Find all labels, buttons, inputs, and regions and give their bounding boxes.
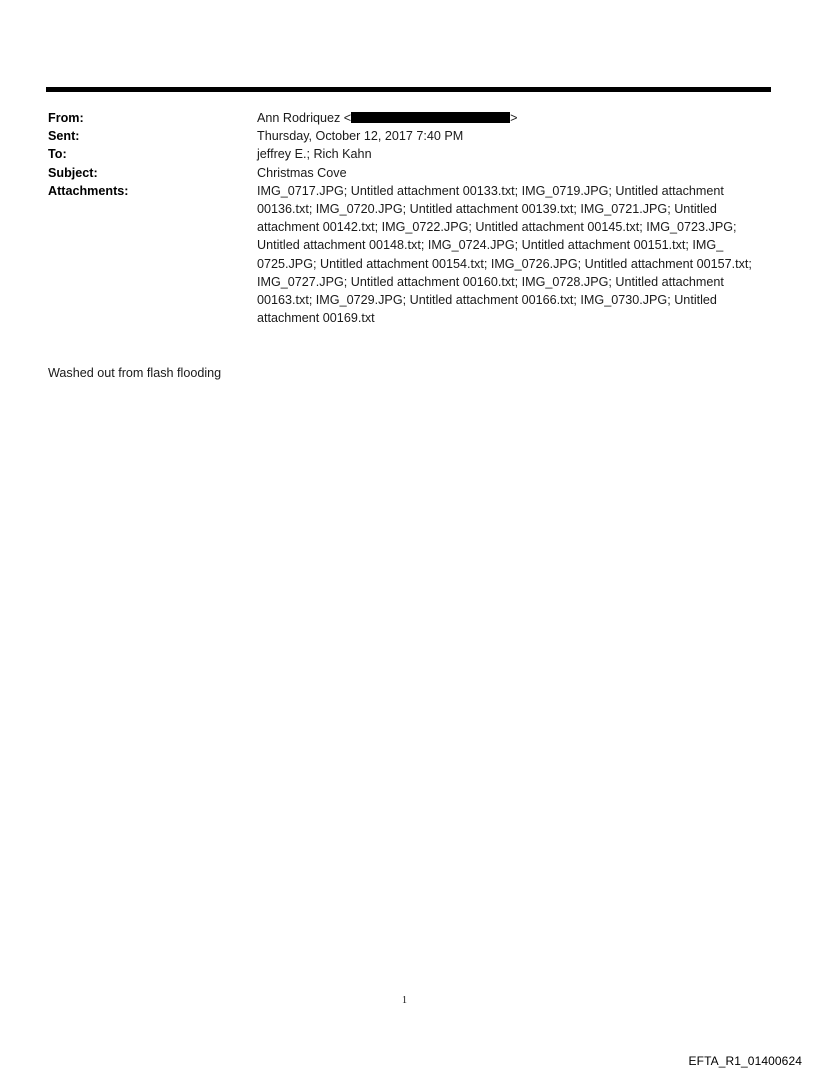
- attachments-label: Attachments:: [48, 183, 129, 198]
- email-header: [48, 109, 758, 327]
- from-name: Ann Rodriquez <: [257, 111, 352, 125]
- sent-row: [48, 127, 758, 145]
- attachments-value: IMG_0717.JPG; Untitled attachment 00133.txt; IMG_0719.JPG; Untitled attachment 00136.txt; IMG_0720.JPG; Untitled attachment 00139.txt; IMG_0721.JPG; Untitled attachment 00142.txt; IMG_0722.JPG; Untitled attachment 00145.txt; IMG_0723.JPG; Untitled attachment 00148.txt; IMG_0724.JPG; Untitled attachment 00151.txt; IMG_ 0725.JPG; Untitled attachment 00154.txt; IMG_0726.JPG; Untitled attachment 00157.txt; IMG_0727.JPG; Untitled attachment 00160.txt; IMG_0728.JPG; Untitled attachment 00163.txt; IMG_0729.JPG; Untitled attachment 00166.txt; IMG_0730.JPG; Untitled attachment 00169.txt: [257, 183, 752, 326]
- subject-value: Christmas Cove: [257, 165, 347, 180]
- to-value: jeffrey E.; Rich Kahn: [257, 147, 372, 162]
- sent-label: Sent:: [48, 129, 80, 144]
- bates-number: EFTA_R1_01400624: [688, 1054, 802, 1068]
- to-label: To:: [48, 147, 67, 162]
- email-body-text: Washed out from flash flooding: [48, 366, 222, 380]
- from-value: [257, 109, 758, 127]
- from-row: [48, 109, 758, 127]
- from-label: From:: [48, 111, 84, 125]
- sent-value: Thursday, October 12, 2017 7:40 PM: [257, 129, 464, 144]
- header-divider-rule: [46, 87, 771, 92]
- subject-row: [48, 164, 758, 182]
- redaction-box: [351, 112, 510, 123]
- from-close-bracket: >: [510, 111, 518, 125]
- attachments-row: [48, 182, 758, 328]
- subject-label: Subject:: [48, 165, 98, 180]
- to-row: [48, 145, 758, 163]
- page-number: 1: [402, 995, 407, 1006]
